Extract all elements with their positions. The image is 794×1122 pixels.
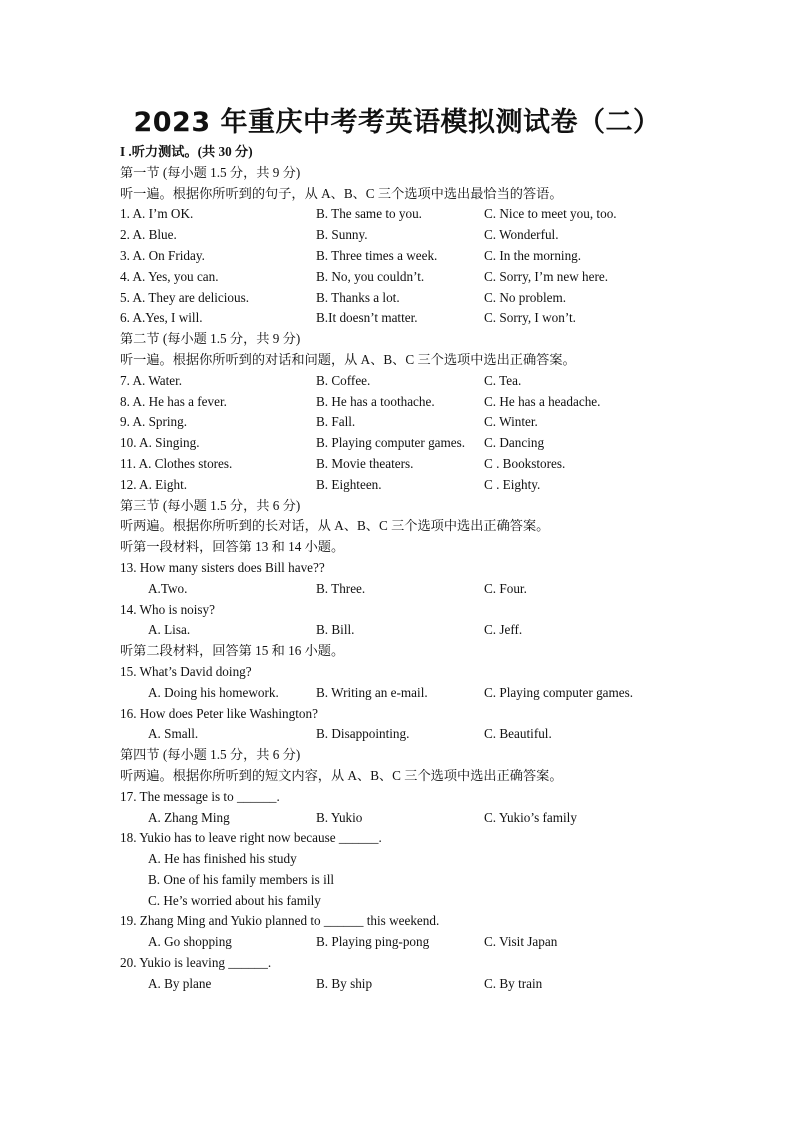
text-line — [120, 184, 760, 205]
option-a: A. By plane — [148, 975, 212, 991]
text-line — [120, 870, 760, 891]
answer-options-row — [120, 308, 760, 329]
text-line — [120, 516, 760, 537]
option-c: C . Eighty. — [484, 476, 541, 492]
text-line — [120, 537, 760, 558]
option-c: C. No problem. — [484, 289, 567, 305]
text-line — [120, 600, 760, 621]
line-text: 19. Zhang Ming and Yukio planned to ______ this weekend. — [120, 913, 440, 929]
line-text: 第四节 (每小题 1.5 分，共 6 分) — [120, 747, 301, 763]
text-line — [120, 745, 760, 766]
option-c: C. Sorry, I won’t. — [484, 310, 576, 326]
option-a: 5. A. They are delicious. — [120, 289, 250, 305]
option-b: B. Sunny. — [316, 227, 368, 243]
option-c: C. By train — [484, 975, 543, 991]
line-text: 14. Who is noisy? — [120, 601, 215, 617]
text-line — [120, 496, 760, 517]
option-c: C. Visit Japan — [484, 934, 558, 950]
answer-options-row — [120, 225, 760, 246]
option-a: 8. A. He has a fever. — [120, 393, 227, 409]
line-text: A. He has finished his study — [148, 851, 297, 867]
option-a: 2. A. Blue. — [120, 227, 177, 243]
option-c: C. Nice to meet you, too. — [484, 206, 617, 222]
answer-options-row — [120, 932, 760, 953]
answer-options-row — [120, 433, 760, 454]
line-text: 16. How does Peter like Washington? — [120, 705, 318, 721]
option-b: B. Thanks a lot. — [316, 289, 400, 305]
answer-options-row — [120, 246, 760, 267]
option-b: B. The same to you. — [316, 206, 422, 222]
answer-options-row — [120, 392, 760, 413]
option-b: B. Bill. — [316, 622, 355, 638]
line-text: 听第二段材料，回答第 15 和 16 小题。 — [120, 643, 345, 659]
option-c: C. Tea. — [484, 372, 522, 388]
option-a: A.Two. — [148, 580, 188, 596]
line-text: 第一节 (每小题 1.5 分，共 9 分) — [120, 164, 301, 180]
option-a: A. Doing his homework. — [148, 684, 279, 700]
option-c: C. Beautiful. — [484, 726, 552, 742]
answer-options-row — [120, 204, 760, 225]
answer-options-row — [120, 412, 760, 433]
answer-options-row — [120, 371, 760, 392]
answer-options-row — [120, 288, 760, 309]
option-b: B. Eighteen. — [316, 476, 382, 492]
text-line — [120, 766, 760, 787]
page-title: 2023 年重庆中考考英语模拟测试卷（二） — [133, 107, 661, 138]
option-c: C. Yukio’s family — [484, 809, 577, 825]
option-c: C. Dancing — [484, 435, 545, 451]
line-text: 第三节 (每小题 1.5 分，共 6 分) — [120, 497, 301, 513]
answer-options-row — [120, 974, 760, 995]
option-b: B. No, you couldn’t. — [316, 268, 425, 284]
option-b: B. Playing computer games. — [316, 435, 466, 451]
answer-options-row — [120, 579, 760, 600]
text-line — [120, 891, 760, 912]
option-c: C. In the morning. — [484, 247, 582, 263]
answer-options-row — [120, 683, 760, 704]
option-c: C. He has a headache. — [484, 393, 601, 409]
option-a: 11. A. Clothes stores. — [120, 455, 233, 471]
text-line — [120, 911, 760, 932]
option-b: B.It doesn’t matter. — [316, 310, 418, 326]
option-a: 12. A. Eight. — [120, 476, 188, 492]
option-b: B. Fall. — [316, 414, 356, 430]
option-b: B. Yukio — [316, 809, 363, 825]
text-line — [120, 329, 760, 350]
option-b: B. Playing ping-pong — [316, 934, 430, 950]
answer-options-row — [120, 724, 760, 745]
listening-section — [120, 142, 760, 995]
line-text: 听一遍。根据你所听到的句子，从 A、B、C 三个选项中选出最恰当的答语。 — [120, 185, 563, 201]
text-line — [120, 787, 760, 808]
option-a: 6. A.Yes, I will. — [120, 310, 203, 326]
line-text: 听两遍。根据你所听到的短文内容，从 A、B、C 三个选项中选出正确答案。 — [120, 767, 563, 783]
text-line — [120, 953, 760, 974]
line-text: B. One of his family members is ill — [148, 871, 335, 887]
option-b: B. By ship — [316, 975, 373, 991]
line-text: 听一遍。根据你所听到的对话和问题，从 A、B、C 三个选项中选出正确答案。 — [120, 351, 576, 367]
option-c: C. Winter. — [484, 414, 538, 430]
option-a: 9. A. Spring. — [120, 414, 188, 430]
line-text: 15. What’s David doing? — [120, 663, 252, 679]
line-text: 18. Yukio has to leave right now because ______. — [120, 830, 382, 846]
option-c: C. Jeff. — [484, 622, 523, 638]
option-a: A. Lisa. — [148, 622, 191, 638]
option-b: B. Three times a week. — [316, 247, 438, 263]
line-text: C. He’s worried about his family — [148, 892, 321, 908]
option-b: B. Disappointing. — [316, 726, 410, 742]
text-line — [120, 350, 760, 371]
line-text: 13. How many sisters does Bill have?? — [120, 559, 325, 575]
option-a: 3. A. On Friday. — [120, 247, 205, 263]
option-b: B. Writing an e-mail. — [316, 684, 428, 700]
text-line — [120, 704, 760, 725]
answer-options-row — [120, 475, 760, 496]
option-a: A. Go shopping — [148, 934, 232, 950]
text-line — [120, 849, 760, 870]
option-b: B. Movie theaters. — [316, 455, 414, 471]
answer-options-row — [120, 267, 760, 288]
option-c: C. Four. — [484, 580, 527, 596]
option-a: A. Zhang Ming — [148, 809, 230, 825]
text-line — [120, 558, 760, 579]
option-c: C . Bookstores. — [484, 455, 566, 471]
line-text: 听第一段材料，回答第 13 和 14 小题。 — [120, 539, 345, 555]
option-a: A. Small. — [148, 726, 199, 742]
line-text: I .听力测试。(共 30 分) — [120, 144, 253, 159]
line-text: 17. The message is to ______. — [120, 788, 280, 804]
option-a: 1. A. I’m OK. — [120, 206, 194, 222]
text-line — [120, 662, 760, 683]
line-text: 听两遍。根据你所听到的长对话，从 A、B、C 三个选项中选出正确答案。 — [120, 518, 550, 534]
section-heading — [120, 142, 760, 163]
text-line — [120, 641, 760, 662]
option-a: 7. A. Water. — [120, 372, 183, 388]
option-b: B. He has a toothache. — [316, 393, 435, 409]
option-a: 4. A. Yes, you can. — [120, 268, 219, 284]
line-text: 20. Yukio is leaving ______. — [120, 955, 272, 971]
answer-options-row — [120, 620, 760, 641]
answer-options-row — [120, 808, 760, 829]
text-line — [120, 163, 760, 184]
option-c: C. Wonderful. — [484, 227, 559, 243]
answer-options-row — [120, 454, 760, 475]
option-b: B. Coffee. — [316, 372, 371, 388]
option-c: C. Sorry, I’m new here. — [484, 268, 609, 284]
option-c: C. Playing computer games. — [484, 684, 634, 700]
option-a: 10. A. Singing. — [120, 435, 200, 451]
text-line — [120, 828, 760, 849]
option-b: B. Three. — [316, 580, 366, 596]
line-text: 第二节 (每小题 1.5 分，共 9 分) — [120, 331, 301, 347]
